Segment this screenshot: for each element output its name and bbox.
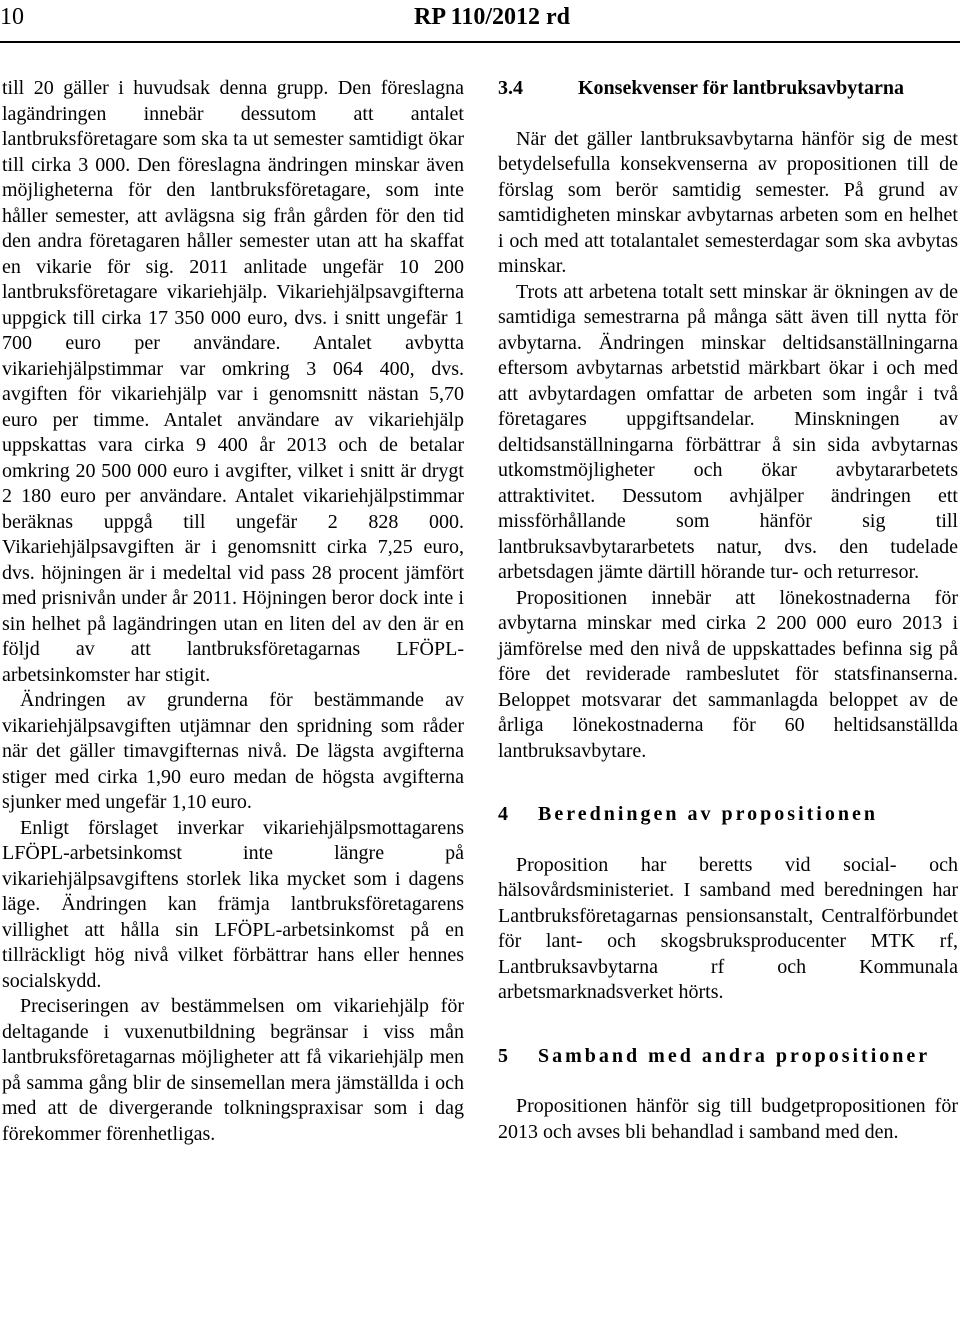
section-heading-4	[498, 802, 958, 828]
body-paragraph: Enligt förslaget inverkar vikariehjälpsmottagarens LFÖPL-arbetsinkomst inte längre på vikariehjälpsavgiftens storlek lika mycket som i dagens läge. Ändringen kan främja lantbruksföretagarens villighet att hålla sin LFÖPL-arbetsinkomst på en tillräckligt hög nivå vilket förbättrar hans eller hennes socialskydd.	[2, 816, 464, 992]
page-header	[0, 0, 960, 48]
body-paragraph: Proposition har beretts vid social- och hälsovårdsministeriet. I samband med beredningen har Lantbruksföretagarnas pensionsanstalt, Centralförbundet för lant- och skogsbruksproducenter MTK rf, Lantbruksavbytarna rf och Kommunala arbetsmarknadsverket hörts.	[498, 853, 958, 1003]
right-column	[498, 76, 958, 1145]
body-paragraph: Trots att arbetena totalt sett minskar är ökningen av de samtidiga semestrarna på många sätt även till nytta för avbytarna. Ändringen minskar deltidsanställningarna eftersom avbytarnas arbetstid märkbart ökar i och med att avbytardagen omfattar de arbeten som ingår i två företagares uppgiftsandelar. Minskningen av deltidsanställningarna förbättrar å sin sida avbytarnas utkomstmöjligheter och ökar avbytararbetets attraktivitet. Dessutom avhjälper ändringen ett missförhållande som hänför sig till lantbruksavbytararbetets natur, dvs. den tudelade arbetsdagen jämte därtill hörande tur- och returresor.	[498, 280, 958, 583]
body-paragraph: Ändringen av grunderna för bestämmande av vikariehjälpsavgiften utjämnar den spridning som råder när det gäller timavgifternas nivå. De lägsta avgifterna stiger med cirka 1,90 euro medan de högsta avgifterna sjunker med ungefär 1,10 euro.	[2, 689, 464, 813]
section-heading-5	[498, 1044, 958, 1070]
body-paragraph: Propositionen hänför sig till budgetpropositionen för 2013 och avses bli behandlad i samband med den.	[498, 1095, 958, 1143]
section-heading-3-4	[498, 76, 958, 102]
section-title: Konsekvenser för lantbruksavbytarna	[578, 77, 904, 99]
section-number: 5	[498, 1044, 511, 1067]
body-paragraph: till 20 gäller i huvudsak denna grupp. Den föreslagna lagändringen innebär dessutom att antalet lantbruksföretagare som ska ta ut semester samtidigt ökar till cirka 3 000. Den föreslagna ändringen minskar även möjligheterna för den lantbruksföretagare, som inte håller semester, att avlägsna sig från gården för den tid den andra företagaren håller semester utan att ha skaffat en vikarie för sig. 2011 anlitade ungefär 10 200 lantbruksföretagare vikariehjälp. Vikariehjälpsavgifterna uppgick till cirka 17 350 000 euro, dvs. i snitt ungefär 1 700 euro per användare. Antalet avbytta vikariehjälpstimmar var omkring 3 064 400, dvs. avgiften för vikariehjälp var i genomsnitt nästan 5,70 euro per timme. Antalet användare av vikariehjälp uppskattas vara cirka 9 400 år 2013 och de betalar omkring 20 500 000 euro i avgifter, vilket i snitt är drygt 2 180 euro per användare. Antalet vikariehjälpstimmar beräknas uppgå till ungefär 2 828 000. Vikariehjälpsavgiften är i genomsnitt cirka 7,25 euro, dvs. höjningen är i medeltal vid pass 28 procent jämfört med prisnivån under år 2011. Höjningen beror dock inte i sin helhet på lagändringen utan en liten del av den är en följd av att lantbruksföretagarnas LFÖPL-arbetsinkomster har stigit.	[2, 77, 464, 686]
left-column	[2, 76, 464, 1147]
section-number: 4	[498, 803, 511, 825]
section-title: Beredningen av propositionen	[538, 803, 878, 825]
body-paragraph: Preciseringen av bestämmelsen om vikariehjälp för deltagande i vuxenutbildning begränsar i viss mån lantbruksföretagarnas möjligheter att få vikariehjälp men på samma gång blir de sinsemellan mera jämställda i och med att de divergerande tolkningspraxisar som i dag förekommer förenhetligas.	[2, 995, 464, 1145]
page-number: 10	[0, 4, 24, 30]
body-paragraph: När det gäller lantbruksavbytarna hänför sig de mest betydelsefulla konsekvenserna av propositionen till de förslag som berör samtidig semester. På grund av samtidigheten minskar avbytarnas arbeten som en helhet i och med att totalantalet semesterdagar som ska avbytas minskar.	[498, 127, 958, 277]
section-number: 3.4	[498, 77, 523, 99]
header-rule	[0, 41, 960, 43]
body-paragraph: Propositionen innebär att lönekostnaderna för avbytarna minskar med cirka 2 200 000 euro 2013 i jämförelse med den nivå de uppskattades befinna sig på före det reviderade rambeslutet för statsfinanserna. Beloppet motsvarar det sammanlagda beloppet av de årliga lönekostnaderna för 60 heltidsanställda lantbruksavbytare.	[498, 586, 958, 762]
section-title: Samband med andra propositioner	[538, 1044, 931, 1067]
running-title: RP 110/2012 rd	[414, 4, 571, 30]
